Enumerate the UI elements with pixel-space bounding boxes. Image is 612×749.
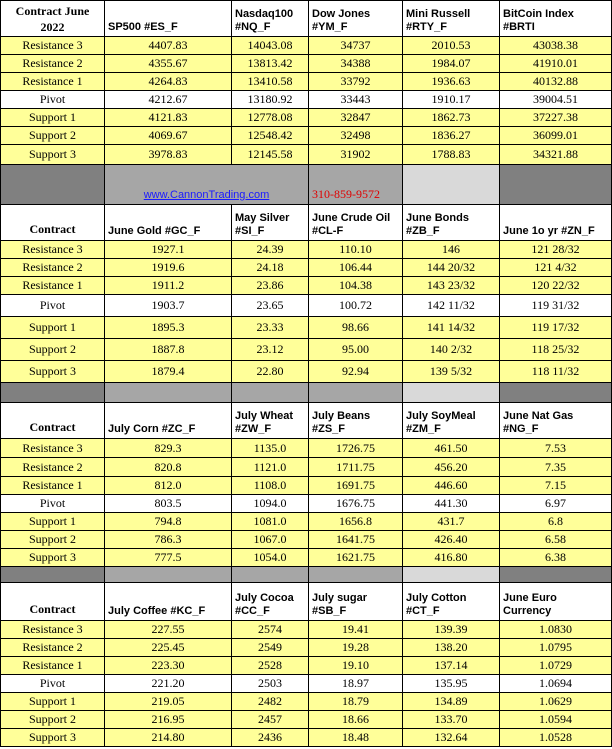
level-value: 144 20/32 (403, 259, 500, 277)
row-label: Support 1 (1, 317, 105, 339)
level-value: 1911.2 (105, 277, 232, 295)
level-value: 1676.75 (309, 495, 403, 513)
level-value: 2436 (232, 729, 309, 747)
level-value: 139.39 (403, 621, 500, 639)
instrument-header: Nasdaq100 #NQ_F (232, 1, 309, 37)
row-label: Support 3 (1, 729, 105, 747)
level-value: 134.89 (403, 693, 500, 711)
level-value: 18.48 (309, 729, 403, 747)
level-value: 431.7 (403, 513, 500, 531)
table-row (1, 259, 612, 277)
instrument-header: July sugar #SB_F (309, 583, 403, 621)
instrument-header: July Corn #ZC_F (105, 403, 232, 439)
row-label: Support 1 (1, 109, 105, 127)
instrument-header: July Cocoa #CC_F (232, 583, 309, 621)
contract-label: Contract (1, 583, 105, 621)
level-value: 146 (403, 241, 500, 259)
level-value: 1936.63 (403, 73, 500, 91)
table-row (1, 37, 612, 55)
row-label: Pivot (1, 295, 105, 317)
level-value: 19.28 (309, 639, 403, 657)
row-label: Pivot (1, 91, 105, 109)
level-value: 95.00 (309, 339, 403, 361)
table-row (1, 127, 612, 145)
contract-label: Contract (1, 403, 105, 439)
row-label: Support 2 (1, 339, 105, 361)
level-value: 106.44 (309, 259, 403, 277)
level-value: 812.0 (105, 477, 232, 495)
level-value: 2010.53 (403, 37, 500, 55)
row-label: Support 1 (1, 513, 105, 531)
level-value: 22.80 (232, 361, 309, 383)
level-value: 214.80 (105, 729, 232, 747)
level-value: 3978.83 (105, 145, 232, 165)
level-value: 142 11/32 (403, 295, 500, 317)
level-value: 1927.1 (105, 241, 232, 259)
level-value: 446.60 (403, 477, 500, 495)
level-value: 19.41 (309, 621, 403, 639)
instrument-header: Mini Russell #RTY_F (403, 1, 500, 37)
level-value: 225.45 (105, 639, 232, 657)
level-value: 2574 (232, 621, 309, 639)
row-label: Resistance 2 (1, 259, 105, 277)
level-value: 456.20 (403, 458, 500, 477)
instrument-header: June Euro Currency (500, 583, 612, 621)
level-value: 12778.08 (232, 109, 309, 127)
level-value: 23.12 (232, 339, 309, 361)
level-value: 139 5/32 (403, 361, 500, 383)
row-label: Support 1 (1, 693, 105, 711)
level-value: 12548.42 (232, 127, 309, 145)
contract-label: Contract (1, 205, 105, 241)
level-value: 34388 (309, 55, 403, 73)
level-value: 221.20 (105, 675, 232, 693)
level-value: 34321.88 (500, 145, 612, 165)
instrument-header: SP500 #ES_F (105, 1, 232, 37)
instrument-header: June Gold #GC_F (105, 205, 232, 241)
level-value: 23.65 (232, 295, 309, 317)
website-link[interactable]: www.CannonTrading.com (143, 189, 270, 201)
level-value: 1081.0 (232, 513, 309, 531)
level-value: 18.79 (309, 693, 403, 711)
level-value: 1903.7 (105, 295, 232, 317)
section-header-row (1, 403, 612, 439)
level-value: 1.0528 (500, 729, 612, 747)
row-label: Resistance 3 (1, 439, 105, 458)
table-row (1, 55, 612, 73)
level-value: 426.40 (403, 531, 500, 549)
level-value: 6.38 (500, 549, 612, 567)
table-row (1, 693, 612, 711)
phone-number: 310-859-9572 (312, 187, 380, 201)
level-value: 6.58 (500, 531, 612, 549)
level-value: 33792 (309, 73, 403, 91)
level-value: 133.70 (403, 711, 500, 729)
table-row (1, 241, 612, 259)
table-row (1, 513, 612, 531)
row-label: Pivot (1, 675, 105, 693)
level-value: 2528 (232, 657, 309, 675)
level-value: 786.3 (105, 531, 232, 549)
level-value: 119 31/32 (500, 295, 612, 317)
separator-row (1, 567, 612, 583)
level-value: 803.5 (105, 495, 232, 513)
level-value: 1121.0 (232, 458, 309, 477)
level-value: 1910.17 (403, 91, 500, 109)
level-value: 4407.83 (105, 37, 232, 55)
instrument-header: June Bonds #ZB_F (403, 205, 500, 241)
level-value: 39004.51 (500, 91, 612, 109)
level-value: 1691.75 (309, 477, 403, 495)
level-value: 1656.8 (309, 513, 403, 531)
instrument-header: July Wheat #ZW_F (232, 403, 309, 439)
level-value: 4121.83 (105, 109, 232, 127)
row-label: Pivot (1, 495, 105, 513)
table-row (1, 657, 612, 675)
level-value: 32498 (309, 127, 403, 145)
level-value: 1.0830 (500, 621, 612, 639)
level-value: 43038.38 (500, 37, 612, 55)
level-value: 92.94 (309, 361, 403, 383)
level-value: 1641.75 (309, 531, 403, 549)
table-row (1, 549, 612, 567)
row-label: Resistance 1 (1, 477, 105, 495)
instrument-header: July Beans #ZS_F (309, 403, 403, 439)
level-value: 829.3 (105, 439, 232, 458)
level-value: 7.35 (500, 458, 612, 477)
level-value: 1135.0 (232, 439, 309, 458)
level-value: 37227.38 (500, 109, 612, 127)
level-value: 223.30 (105, 657, 232, 675)
level-value: 6.8 (500, 513, 612, 531)
contract-month-label: Contract June 2022 (1, 1, 105, 37)
level-value: 820.8 (105, 458, 232, 477)
table-row (1, 317, 612, 339)
table-row (1, 91, 612, 109)
level-value: 19.10 (309, 657, 403, 675)
level-value: 141 14/32 (403, 317, 500, 339)
table-row (1, 729, 612, 747)
instrument-header: BitCoin Index #BRTI (500, 1, 612, 37)
row-label: Resistance 2 (1, 639, 105, 657)
row-label: Resistance 3 (1, 37, 105, 55)
level-value: 41910.01 (500, 55, 612, 73)
level-value: 1711.75 (309, 458, 403, 477)
level-value: 1726.75 (309, 439, 403, 458)
level-value: 138.20 (403, 639, 500, 657)
level-value: 143 23/32 (403, 277, 500, 295)
level-value: 1919.6 (105, 259, 232, 277)
level-value: 104.38 (309, 277, 403, 295)
level-value: 18.97 (309, 675, 403, 693)
level-value: 4264.83 (105, 73, 232, 91)
level-value: 40132.88 (500, 73, 612, 91)
level-value: 119 17/32 (500, 317, 612, 339)
level-value: 7.15 (500, 477, 612, 495)
row-label: Resistance 1 (1, 277, 105, 295)
table-row (1, 639, 612, 657)
level-value: 33443 (309, 91, 403, 109)
section-header-row (1, 205, 612, 241)
instrument-header: July SoyMeal #ZM_F (403, 403, 500, 439)
level-value: 2503 (232, 675, 309, 693)
level-value: 4212.67 (105, 91, 232, 109)
level-value: 23.86 (232, 277, 309, 295)
level-value: 1862.73 (403, 109, 500, 127)
level-value: 461.50 (403, 439, 500, 458)
level-value: 13410.58 (232, 73, 309, 91)
level-value: 416.80 (403, 549, 500, 567)
level-value: 100.72 (309, 295, 403, 317)
table-row (1, 477, 612, 495)
level-value: 137.14 (403, 657, 500, 675)
level-value: 118 25/32 (500, 339, 612, 361)
instrument-header: June 1o yr #ZN_F (500, 205, 612, 241)
table-row (1, 145, 612, 165)
row-label: Support 3 (1, 145, 105, 165)
table-row (1, 277, 612, 295)
level-value: 135.95 (403, 675, 500, 693)
level-value: 32847 (309, 109, 403, 127)
level-value: 23.33 (232, 317, 309, 339)
row-label: Support 2 (1, 127, 105, 145)
row-label: Resistance 1 (1, 657, 105, 675)
level-value: 794.8 (105, 513, 232, 531)
level-value: 13813.42 (232, 55, 309, 73)
table-row (1, 531, 612, 549)
level-value: 1621.75 (309, 549, 403, 567)
table-row (1, 621, 612, 639)
level-value: 1788.83 (403, 145, 500, 165)
level-value: 2482 (232, 693, 309, 711)
table-row (1, 361, 612, 383)
section-header-row (1, 1, 612, 37)
level-value: 4069.67 (105, 127, 232, 145)
table-row (1, 295, 612, 317)
level-value: 13180.92 (232, 91, 309, 109)
level-value: 24.18 (232, 259, 309, 277)
level-value: 1.0594 (500, 711, 612, 729)
level-value: 4355.67 (105, 55, 232, 73)
level-value: 1.0629 (500, 693, 612, 711)
level-value: 1836.27 (403, 127, 500, 145)
level-value: 12145.58 (232, 145, 309, 165)
level-value: 1108.0 (232, 477, 309, 495)
table-row (1, 73, 612, 91)
table-row (1, 458, 612, 477)
level-value: 1879.4 (105, 361, 232, 383)
row-label: Resistance 3 (1, 621, 105, 639)
level-value: 98.66 (309, 317, 403, 339)
table-row (1, 339, 612, 361)
separator-row (1, 165, 612, 205)
level-value: 110.10 (309, 241, 403, 259)
level-value: 31902 (309, 145, 403, 165)
level-value: 121 4/32 (500, 259, 612, 277)
level-value: 18.66 (309, 711, 403, 729)
row-label: Resistance 2 (1, 55, 105, 73)
level-value: 216.95 (105, 711, 232, 729)
table-row (1, 109, 612, 127)
row-label: Resistance 1 (1, 73, 105, 91)
level-value: 1887.8 (105, 339, 232, 361)
section-header-row (1, 583, 612, 621)
level-value: 34737 (309, 37, 403, 55)
level-value: 777.5 (105, 549, 232, 567)
level-value: 1067.0 (232, 531, 309, 549)
level-value: 7.53 (500, 439, 612, 458)
row-label: Support 2 (1, 531, 105, 549)
level-value: 120 22/32 (500, 277, 612, 295)
level-value: 1054.0 (232, 549, 309, 567)
level-value: 118 11/32 (500, 361, 612, 383)
table-row (1, 675, 612, 693)
instrument-header: June Crude Oil #CL-F (309, 205, 403, 241)
level-value: 14043.08 (232, 37, 309, 55)
level-value: 1984.07 (403, 55, 500, 73)
level-value: 1.0694 (500, 675, 612, 693)
level-value: 1094.0 (232, 495, 309, 513)
table-row (1, 495, 612, 513)
separator-row (1, 383, 612, 403)
level-value: 132.64 (403, 729, 500, 747)
row-label: Support 3 (1, 549, 105, 567)
row-label: Resistance 3 (1, 241, 105, 259)
level-value: 441.30 (403, 495, 500, 513)
level-value: 1895.3 (105, 317, 232, 339)
level-value: 1.0729 (500, 657, 612, 675)
level-value: 121 28/32 (500, 241, 612, 259)
level-value: 227.55 (105, 621, 232, 639)
level-value: 2549 (232, 639, 309, 657)
table-row (1, 439, 612, 458)
level-value: 24.39 (232, 241, 309, 259)
level-value: 140 2/32 (403, 339, 500, 361)
level-value: 1.0795 (500, 639, 612, 657)
level-value: 2457 (232, 711, 309, 729)
level-value: 36099.01 (500, 127, 612, 145)
instrument-header: July Cotton #CT_F (403, 583, 500, 621)
row-label: Resistance 2 (1, 458, 105, 477)
level-value: 219.05 (105, 693, 232, 711)
row-label: Support 2 (1, 711, 105, 729)
instrument-header: May Silver #SI_F (232, 205, 309, 241)
instrument-header: July Coffee #KC_F (105, 583, 232, 621)
instrument-header: Dow Jones #YM_F (309, 1, 403, 37)
table-row (1, 711, 612, 729)
level-value: 6.97 (500, 495, 612, 513)
row-label: Support 3 (1, 361, 105, 383)
instrument-header: June Nat Gas #NG_F (500, 403, 612, 439)
